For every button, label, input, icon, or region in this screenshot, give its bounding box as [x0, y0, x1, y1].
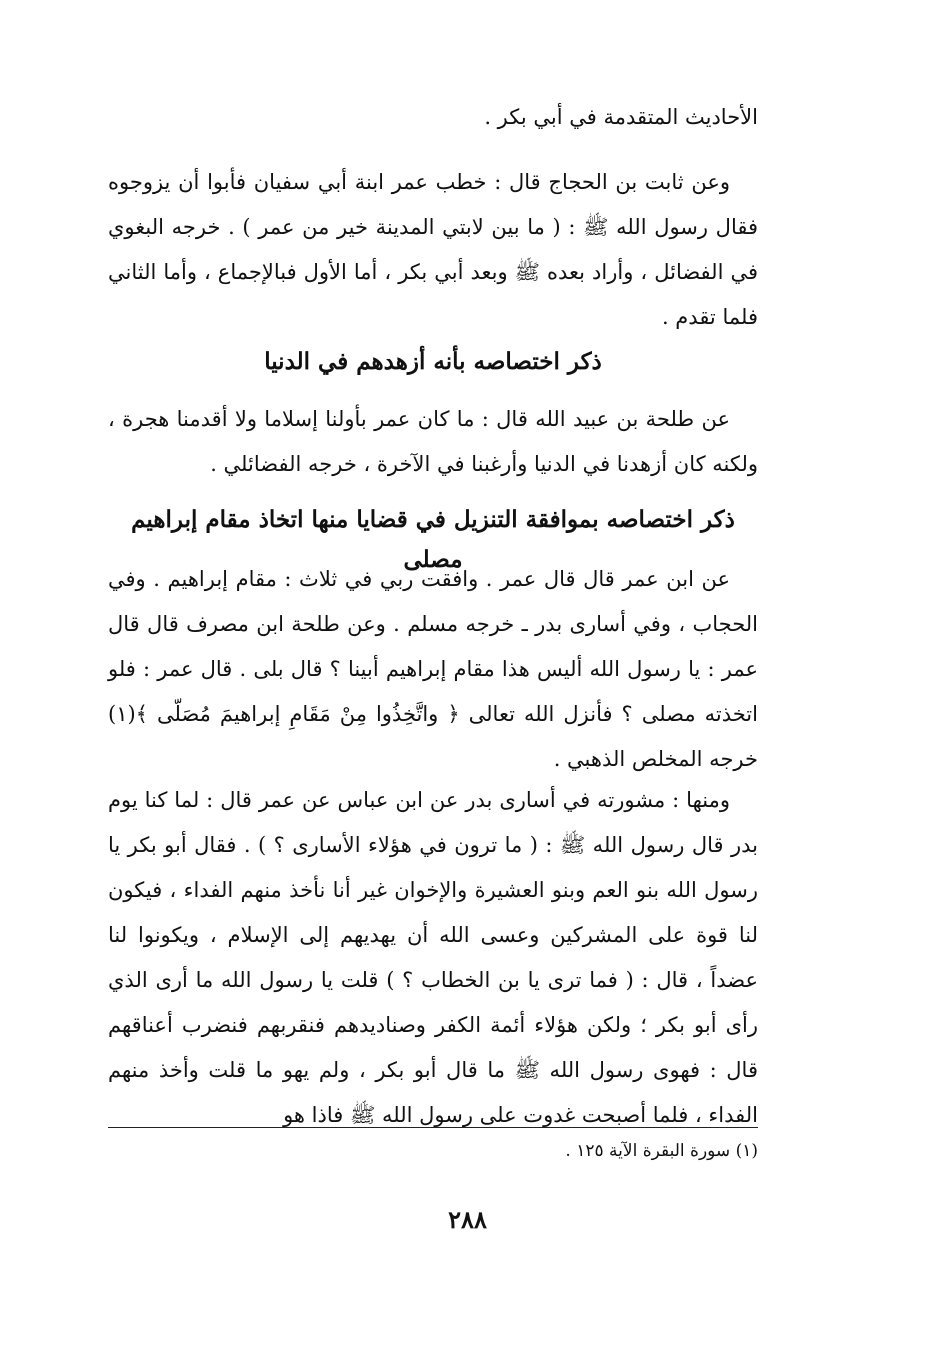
paragraph-1: وعن ثابت بن الحجاج قال : خطب عمر ابنة أبي سفيان فأبوا أن يزوجوه فقال رسول الله ﷺ : ( ما بين لابتي المدينة خير من عمر ) . خرجه البغوي في الفضائل ، وأراد بعده ﷺ وبعد أبي بكر ، أما الأول فبالإجماع ، وأما الثاني فلما تقدم .: [108, 170, 758, 329]
paragraph-4: ومنها : مشورته في أسارى بدر عن ابن عباس عن عمر قال : لما كنا يوم بدر قال رسول الله ﷺ : ( ما ترون في هؤلاء الأسارى ؟ ) . فقال أبو بكر يا رسول الله بنو العم وبنو العشيرة والإخوان غير أنا نأخذ منهم الفداء ، فيكون لنا قوة على المشركين وعسى الله أن يهديهم إلى الإسلام ، ويكونوا لنا عضداً ، قال : ( فما ترى يا بن الخطاب ؟ ) قلت يا رسول الله ما أرى الذي رأى أبو بكر ؛ ولكن هؤلاء أئمة الكفر وصناديدهم فنقربهم فنضرب أعناقهم قال : فهوى رسول الله ﷺ ما قال أبو بكر ، ولم يهو ما قلت وأخذ منهم الفداء ، فلما أصبحت غدوت على رسول الله ﷺ فاذا هو: [108, 788, 758, 1127]
page-number: ٢٨٨: [448, 1205, 487, 1234]
paragraph-3: عن ابن عمر قال قال عمر . وافقت ربي في ثلاث : مقام إبراهيم . وفي الحجاب ، وفي أسارى بدر ـ خرجه مسلم . وعن طلحة ابن مصرف قال قال عمر : يا رسول الله أليس هذا مقام إبراهيم أبينا ؟ قال بلى . قال عمر : فلو اتخذته مصلى ؟ فأنزل الله تعالى ﴿ واتَّخِذُوا مِنْ مَقَامِ إبراهيمَ مُصَلّى ﴾(١) خرجه المخلص الذهبي .: [108, 567, 759, 771]
continuation-line: [108, 95, 758, 140]
paragraph-2: عن طلحة بن عبيد الله قال : ما كان عمر بأولنا إسلاما ولا أقدمنا هجرة ، ولكنه كان أزهدنا في الدنيا وأرغبنا في الآخرة ، خرجه الفضائلي .: [108, 407, 758, 476]
section-heading-2: ذكر اختصاصه بموافقة التنزيل في قضايا منها اتخاذ مقام إبراهيم مصلى: [131, 506, 735, 573]
paragraph-block-2: [108, 397, 758, 487]
paragraph-block-3: [108, 557, 758, 782]
paragraph-block-1: [108, 160, 758, 340]
footnote: (١) سورة البقرة الآية ١٢٥ .: [565, 1141, 758, 1161]
footnote-divider: [108, 1127, 758, 1128]
section-heading-1: ذكر اختصاصه بأنه أزهدهم في الدنيا: [264, 348, 602, 375]
top-line: الأحاديث المتقدمة في أبي بكر .: [484, 105, 758, 129]
paragraph-block-4: [108, 778, 758, 1138]
